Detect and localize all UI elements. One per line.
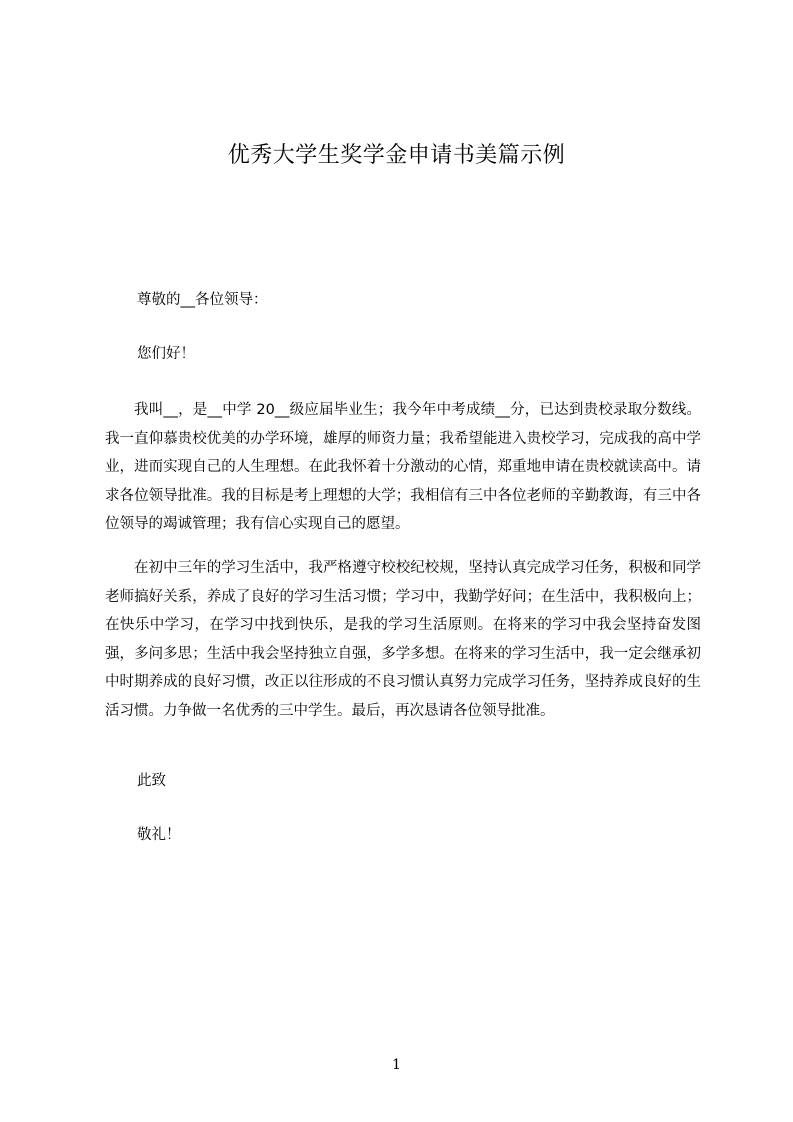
body-paragraph-2: 在初中三年的学习生活中，我严格遵守校校纪校规，坚持认真完成学习任务，积极和同学老师搞好关系，养成了良好的学习生活习惯；学习中，我勤学好问；在生活中，我积极向上；在快乐中学习，在学习中找到快乐，是我的学习生活原则。在将来的学习中我会坚持奋发图强，多问多思；生活中我会坚持独立自强，多学多想。在将来的学习生活中，我一定会继承初中时期养成的良好习惯，改正以往形成的不良习惯认真努力完成学习任务，坚持养成良好的生活习惯。力争做一名优秀的三中学生。最后，再次恳请各位领导批准。 bbox=[105, 560, 701, 719]
closing-jingli: 敬礼！ bbox=[137, 827, 181, 843]
salutation: 尊敬的__各位领导： bbox=[137, 292, 268, 308]
greeting: 您们好！ bbox=[137, 346, 195, 362]
body-paragraph-1: 我叫__，是__中学 20__级应届毕业生；我今年中考成绩__分，已达到贵校录取分数线。我一直仰慕贵校优美的办学环境，雄厚的师资力量；我希望能进入贵校学习，完成我的高中学业，进而实现自己的人生理想。在此我怀着十分激动的心情，郑重地申请在贵校就读高中。请求各位领导批准。我的目标是考上理想的大学；我相信有三中各位老师的辛勤教诲，有三中各位领导的竭诚管理；我有信心实现自己的愿望。 bbox=[105, 402, 701, 533]
closing-cizhi: 此致 bbox=[137, 773, 166, 789]
document-title: 优秀大学生奖学金申请书美篇示例 bbox=[227, 143, 566, 168]
page-number: 1 bbox=[392, 1057, 401, 1073]
